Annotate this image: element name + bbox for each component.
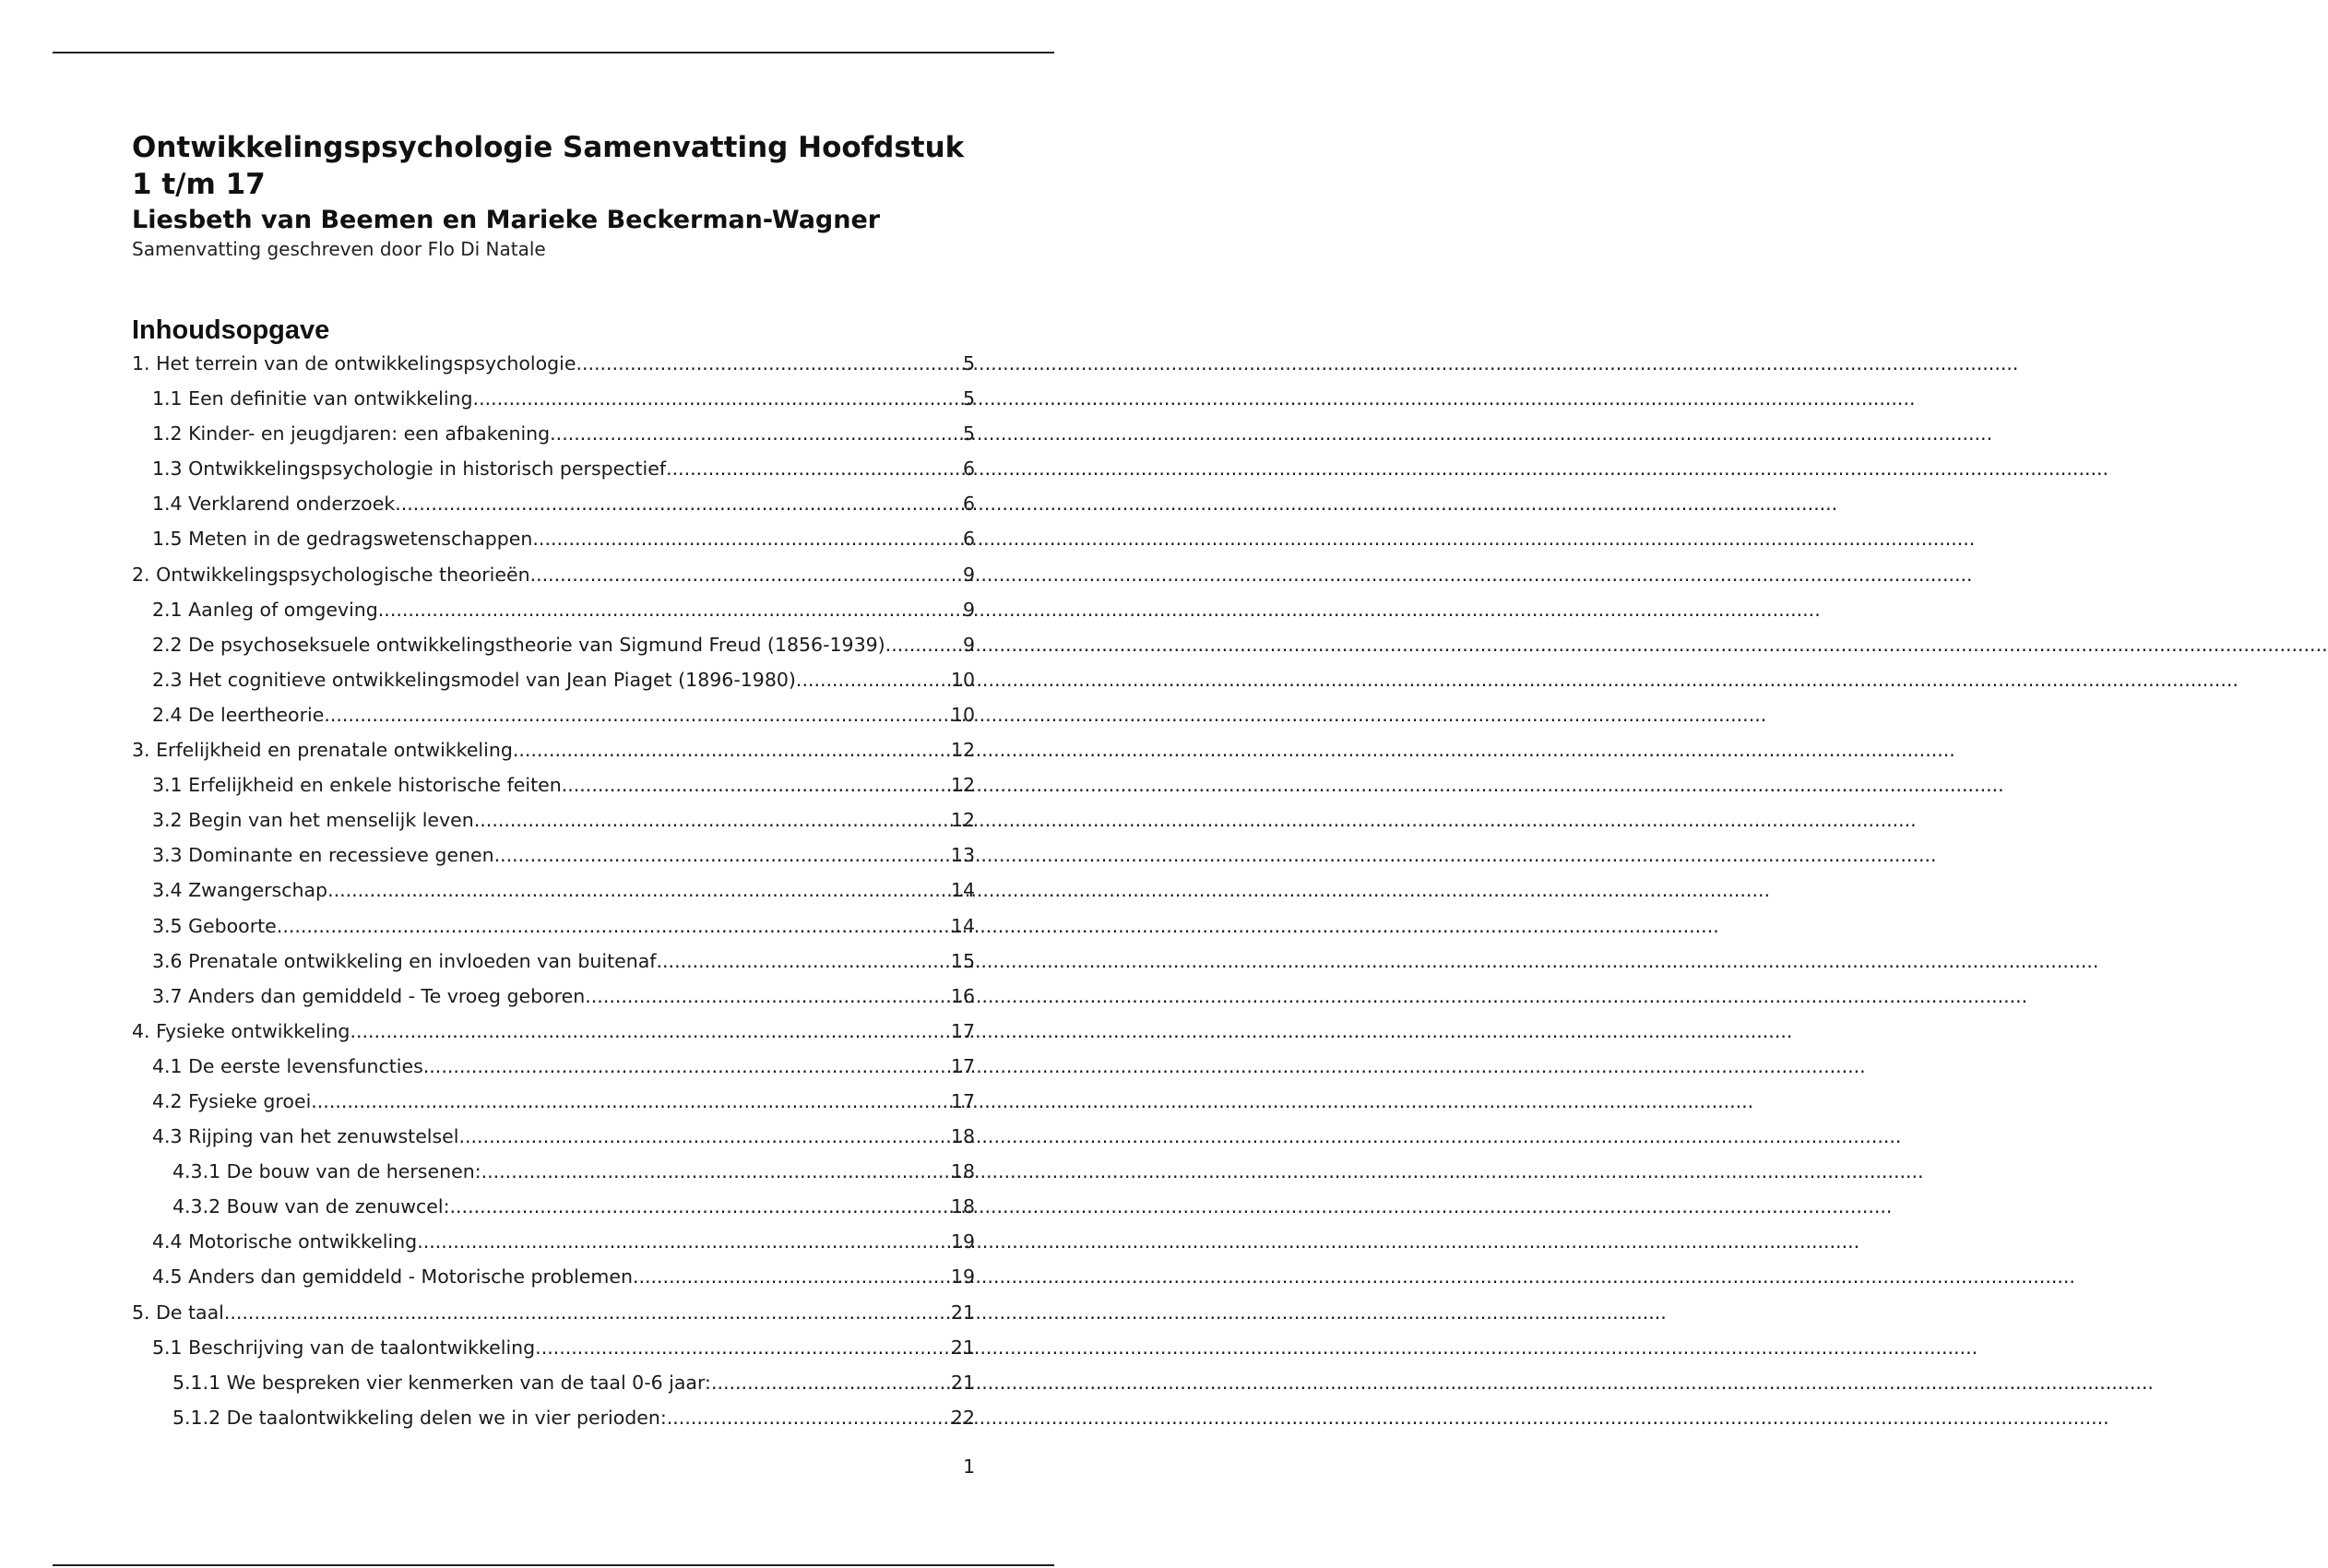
toc-entry-page: 19: [950, 1230, 975, 1253]
toc-entry-title: 3.5 Geboorte: [152, 914, 277, 937]
toc-entry-page: 18: [950, 1160, 975, 1183]
toc-dot-leader: [796, 669, 951, 691]
toc-entry[interactable]: [132, 1195, 975, 1230]
toc-entry-page: 14: [950, 914, 975, 937]
toc-dot-leader: [513, 739, 951, 761]
toc-entry-page: 10: [950, 703, 975, 726]
toc-entry[interactable]: [132, 844, 975, 879]
toc-dot-leader: [350, 1020, 950, 1042]
footer-rule: [53, 1564, 1054, 1566]
toc-entry-title: 3.1 Erfelijkheid en enkele historische feiten: [152, 774, 562, 797]
toc-entry-title: 4.2 Fysieke groei: [152, 1089, 312, 1112]
toc-entry[interactable]: [132, 387, 975, 422]
toc-dot-leader: [311, 1090, 951, 1112]
toc-entry[interactable]: [132, 1301, 975, 1336]
toc-dot-leader: [562, 774, 951, 796]
toc-dot-leader: [423, 1055, 951, 1077]
toc-entry[interactable]: [132, 1160, 975, 1195]
page-number: 1: [963, 1455, 975, 1478]
toc-entry-title: 4.5 Anders dan gemiddeld - Motorische problemen: [152, 1265, 633, 1289]
toc-dot-leader: [667, 1407, 951, 1429]
toc-dot-leader: [657, 950, 951, 972]
toc-entry-page: 9: [962, 598, 975, 621]
toc-entry-title: 2.2 De psychoseksuele ontwikkelingstheorie van Sigmund Freud (1856-1939): [152, 633, 885, 656]
toc-entry[interactable]: [132, 1125, 975, 1160]
header-rule: [53, 52, 1054, 53]
toc-entry-page: 17: [950, 1054, 975, 1077]
toc-entry[interactable]: [132, 774, 975, 809]
toc-entry[interactable]: [132, 985, 975, 1020]
toc-entry-page: 5: [962, 422, 975, 445]
toc-dot-leader: [327, 879, 951, 901]
toc-entry[interactable]: [132, 1407, 975, 1442]
toc-entry-page: 6: [962, 493, 975, 516]
toc-dot-leader: [711, 1372, 951, 1394]
toc-entry-page: 6: [962, 528, 975, 551]
toc-entry-title: 4.3 Rijping van het zenuwstelsel: [152, 1125, 459, 1148]
toc-entry[interactable]: [132, 809, 975, 844]
toc-entry-page: 18: [950, 1195, 975, 1218]
toc-entry-title: 3.7 Anders dan gemiddeld - Te vroeg geboren: [152, 984, 586, 1007]
toc-dot-leader: [633, 1265, 951, 1288]
table-of-contents: [132, 352, 975, 1442]
toc-entry-title: 1.4 Verklarend onderzoek: [152, 493, 396, 516]
toc-entry[interactable]: [132, 915, 975, 950]
toc-entry-title: 2.1 Aanleg of omgeving: [152, 598, 378, 621]
toc-entry-page: 22: [950, 1406, 975, 1429]
toc-entry-title: 4.3.1 De bouw van de hersenen:: [172, 1160, 481, 1183]
toc-entry[interactable]: [132, 950, 975, 985]
toc-entry-page: 9: [962, 563, 975, 586]
toc-entry-page: 12: [950, 739, 975, 762]
toc-entry-title: 5.1 Beschrijving van de taalontwikkeling: [152, 1336, 536, 1359]
toc-entry-title: 1.2 Kinder- en jeugdjaren: een afbakening: [152, 422, 551, 445]
toc-dot-leader: [473, 387, 963, 410]
toc-dot-leader: [474, 809, 951, 831]
toc-entry-title: 4.3.2 Bouw van de zenuwcel:: [172, 1195, 450, 1218]
toc-entry[interactable]: [132, 1020, 975, 1055]
toc-entry[interactable]: [132, 1090, 975, 1125]
toc-dot-leader: [532, 528, 963, 550]
toc-dot-leader: [494, 844, 951, 866]
toc-dot-leader: [550, 422, 963, 445]
toc-entry-title: 3.6 Prenatale ontwikkeling en invloeden van buitenaf: [152, 949, 657, 972]
document-authors: Liesbeth van Beemen en Marieke Beckerman-Wagner: [132, 206, 881, 234]
toc-entry-page: 21: [950, 1336, 975, 1359]
toc-entry-title: 3.2 Begin van het menselijk leven: [152, 809, 474, 832]
toc-entry[interactable]: [132, 352, 975, 387]
toc-entry-title: 4. Fysieke ontwikkeling: [132, 1019, 350, 1042]
document-title: Ontwikkelingspsychologie Samenvatting Hoofdstuk 1 t/m 17: [132, 131, 965, 201]
toc-entry-page: 21: [950, 1371, 975, 1394]
toc-entry-title: 3. Erfelijkheid en prenatale ontwikkeling: [132, 739, 513, 762]
toc-dot-leader: [450, 1195, 951, 1218]
toc-entry-title: 5.1.1 We bespreken vier kenmerken van de taal 0-6 jaar:: [172, 1371, 711, 1394]
toc-entry-page: 13: [950, 844, 975, 867]
toc-entry-page: 17: [950, 1089, 975, 1112]
toc-entry[interactable]: [132, 564, 975, 599]
page-content: [132, 129, 975, 1442]
toc-entry[interactable]: [132, 422, 975, 457]
toc-heading: Inhoudsopgave: [132, 315, 330, 345]
toc-entry[interactable]: [132, 704, 975, 739]
toc-entry-page: 10: [950, 668, 975, 691]
toc-entry-title: 1.5 Meten in de gedragswetenschappen: [152, 528, 533, 551]
toc-dot-leader: [224, 1301, 951, 1324]
toc-entry-page: 14: [950, 879, 975, 902]
toc-entry-title: 2.3 Het cognitieve ontwikkelingsmodel van Jean Piaget (1896-1980): [152, 668, 796, 691]
toc-entry-page: 19: [950, 1265, 975, 1289]
toc-entry-title: 5.1.2 De taalontwikkeling delen we in vier perioden:: [172, 1406, 667, 1429]
toc-entry[interactable]: [132, 1230, 975, 1265]
toc-entry-title: 2. Ontwikkelingspsychologische theorieën: [132, 563, 530, 586]
toc-dot-leader: [277, 915, 951, 937]
toc-entry-title: 1. Het terrein van de ontwikkelingspsychologie: [132, 352, 576, 374]
toc-dot-leader: [535, 1336, 951, 1359]
toc-entry-page: 16: [950, 984, 975, 1007]
toc-entry-title: 3.3 Dominante en recessieve genen: [152, 844, 494, 867]
toc-entry[interactable]: [132, 599, 975, 634]
toc-entry[interactable]: [132, 1336, 975, 1372]
toc-entry[interactable]: [132, 1265, 975, 1301]
toc-entry-page: 5: [962, 387, 975, 410]
toc-entry-page: 12: [950, 774, 975, 797]
toc-entry[interactable]: [132, 669, 975, 704]
toc-entry[interactable]: [132, 739, 975, 774]
toc-entry-title: 1.3 Ontwikkelingspsychologie in historisch perspectief: [152, 457, 667, 481]
toc-entry[interactable]: [132, 1372, 975, 1407]
toc-entry-page: 18: [950, 1125, 975, 1148]
toc-dot-leader: [585, 985, 951, 1007]
toc-entry-page: 6: [962, 457, 975, 481]
toc-entry-page: 5: [962, 352, 975, 374]
document-byline: Samenvatting geschreven door Flo Di Natale: [132, 238, 546, 260]
toc-dot-leader: [530, 564, 963, 586]
toc-entry-page: 12: [950, 809, 975, 832]
toc-dot-leader: [576, 352, 963, 374]
toc-dot-leader: [481, 1160, 951, 1182]
toc-entry-page: 9: [962, 633, 975, 656]
toc-entry[interactable]: [132, 457, 975, 493]
toc-entry[interactable]: [132, 879, 975, 914]
toc-dot-leader: [666, 457, 963, 480]
toc-entry[interactable]: [132, 634, 975, 669]
toc-entry-title: 4.4 Motorische ontwikkeling: [152, 1230, 418, 1253]
toc-entry-page: 15: [950, 949, 975, 972]
toc-dot-leader: [458, 1125, 950, 1147]
toc-entry[interactable]: [132, 493, 975, 528]
toc-entry-page: 21: [950, 1301, 975, 1324]
toc-dot-leader: [395, 493, 963, 515]
toc-entry[interactable]: [132, 528, 975, 563]
toc-entry-page: 17: [950, 1019, 975, 1042]
toc-entry[interactable]: [132, 1055, 975, 1090]
toc-entry-title: 2.4 De leertheorie: [152, 703, 325, 726]
toc-dot-leader: [885, 634, 963, 656]
toc-entry-title: 1.1 Een definitie van ontwikkeling: [152, 387, 473, 410]
toc-entry-title: 5. De taal: [132, 1301, 224, 1324]
toc-entry-title: 3.4 Zwangerschap: [152, 879, 328, 902]
toc-dot-leader: [324, 704, 951, 726]
toc-dot-leader: [378, 599, 963, 621]
toc-entry-title: 4.1 De eerste levensfuncties: [152, 1054, 423, 1077]
toc-dot-leader: [417, 1230, 951, 1253]
